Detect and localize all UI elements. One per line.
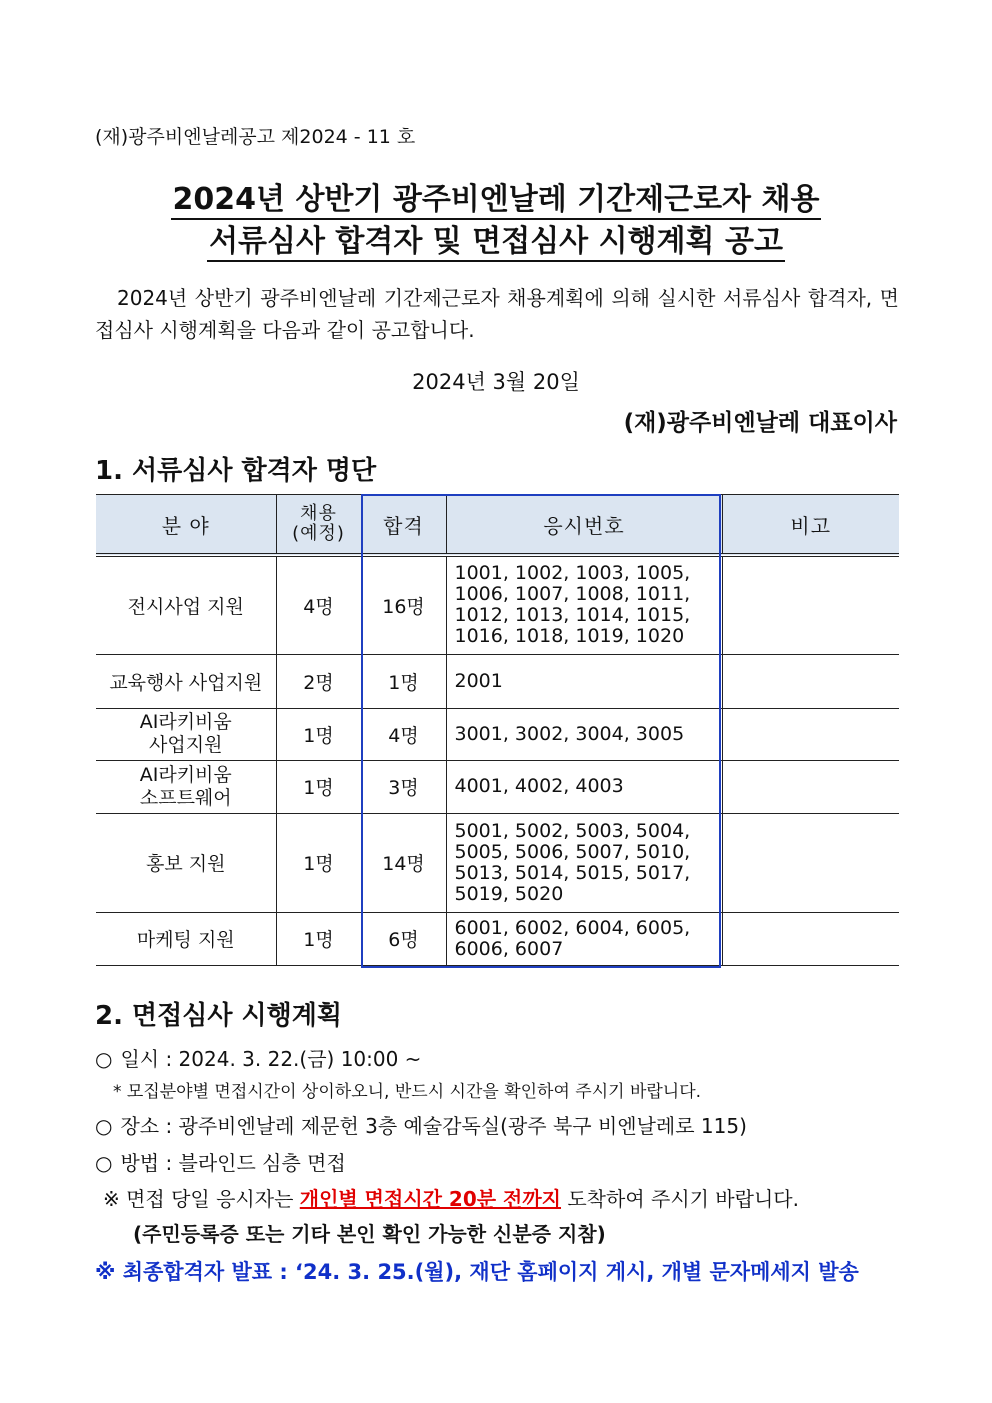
section1-heading: 1. 서류심사 합격자 명단 — [95, 456, 377, 486]
field-cell: AI라키비움 소프트웨어 — [96, 760, 276, 813]
applicant-numbers-cell: 3001, 3002, 3004, 3005 — [446, 708, 722, 760]
passed-cell: 4명 — [361, 708, 446, 760]
datetime-note: * 모집분야별 면접시간이 상이하오니, 반드시 시간을 확인하여 주시기 바랍니다. — [113, 1082, 702, 1102]
passed-cell: 6명 — [361, 912, 446, 965]
document-title-line2: 서류심사 합격자 및 면접심사 시행계획 공고 — [0, 216, 992, 260]
arrival-notice: ※ 면접 당일 응시자는 개인별 면접시간 20분 전까지 도착하여 주시기 바랍니다. — [103, 1187, 799, 1211]
table-row — [96, 555, 899, 654]
interview-location: ○ 장소 : 광주비엔날레 제문헌 3층 예술감독실(광주 북구 비엔날레로 115) — [95, 1114, 747, 1138]
column-header-numbers: 응시번호 — [446, 495, 722, 556]
table-row — [96, 813, 899, 912]
document-title-line1: 2024년 상반기 광주비엔날레 기간제근로자 채용 — [0, 174, 992, 218]
applicant-numbers-cell: 4001, 4002, 4003 — [446, 760, 722, 813]
applicant-numbers-cell: 6001, 6002, 6004, 6005, 6006, 6007 — [446, 912, 722, 965]
table-row — [96, 912, 899, 965]
section2-heading: 2. 면접심사 시행계획 — [95, 1001, 342, 1031]
field-cell: 교육행사 사업지원 — [96, 654, 276, 708]
column-header-passed: 합격 — [361, 495, 446, 556]
remarks-cell — [722, 555, 899, 654]
applicant-numbers-cell: 1001, 1002, 1003, 1005, 1006, 1007, 1008, 1011, 1012, 1013, 1014, 1015, 1016, 1018, 1019, 1020 — [446, 555, 722, 654]
column-header-field: 분 야 — [96, 495, 276, 556]
field-cell: 홍보 지원 — [96, 813, 276, 912]
passed-applicants-table — [96, 494, 899, 966]
circle-bullet-icon: ○ — [95, 1114, 113, 1138]
remarks-cell — [722, 813, 899, 912]
planned-cell: 1명 — [276, 760, 361, 813]
notice-number: (재)광주비엔날레공고 제2024 - 11 호 — [95, 126, 416, 148]
final-announcement: ※ 최종합격자 발표 : ‘24. 3. 25.(월), 재단 홈페이지 게시, 개별 문자메세지 발송 — [95, 1260, 859, 1284]
field-cell: 전시사업 지원 — [96, 555, 276, 654]
remarks-cell — [722, 760, 899, 813]
interview-datetime: ○ 일시 : 2024. 3. 22.(금) 10:00 ~ — [95, 1047, 422, 1071]
passed-cell: 3명 — [361, 760, 446, 813]
passed-cell: 1명 — [361, 654, 446, 708]
table-row — [96, 708, 899, 760]
column-header-planned: 채용 (예정) — [276, 495, 361, 556]
circle-bullet-icon: ○ — [95, 1047, 113, 1071]
planned-cell: 1명 — [276, 813, 361, 912]
intro-paragraph: 2024년 상반기 광주비엔날레 기간제근로자 채용계획에 의해 실시한 서류심사 합격자, 면접심사 시행계획을 다음과 같이 공고합니다. — [95, 286, 899, 342]
planned-cell: 1명 — [276, 708, 361, 760]
remarks-cell — [722, 708, 899, 760]
applicant-numbers-cell: 5001, 5002, 5003, 5004, 5005, 5006, 5007, 5010, 5013, 5014, 5015, 5017, 5019, 5020 — [446, 813, 722, 912]
column-header-remarks: 비고 — [722, 495, 899, 556]
field-cell: 마케팅 지원 — [96, 912, 276, 965]
organization-signature: (재)광주비엔날레 대표이사 — [623, 410, 897, 436]
remarks-cell — [722, 912, 899, 965]
remarks-cell — [722, 654, 899, 708]
passed-cell: 14명 — [361, 813, 446, 912]
table-header-row — [96, 495, 899, 556]
interview-method: ○ 방법 : 블라인드 심층 면접 — [95, 1151, 346, 1175]
arrival-deadline-highlight: 개인별 면접시간 20분 전까지 — [299, 1187, 561, 1211]
passed-cell: 16명 — [361, 555, 446, 654]
table-row — [96, 760, 899, 813]
circle-bullet-icon: ○ — [95, 1151, 113, 1175]
table-row — [96, 654, 899, 708]
planned-cell: 2명 — [276, 654, 361, 708]
planned-cell: 4명 — [276, 555, 361, 654]
announcement-date: 2024년 3월 20일 — [412, 370, 580, 394]
applicant-numbers-cell: 2001 — [446, 654, 722, 708]
id-requirement-note: (주민등록증 또는 기타 본인 확인 가능한 신분증 지참) — [133, 1222, 606, 1246]
planned-cell: 1명 — [276, 912, 361, 965]
field-cell: AI라키비움 사업지원 — [96, 708, 276, 760]
